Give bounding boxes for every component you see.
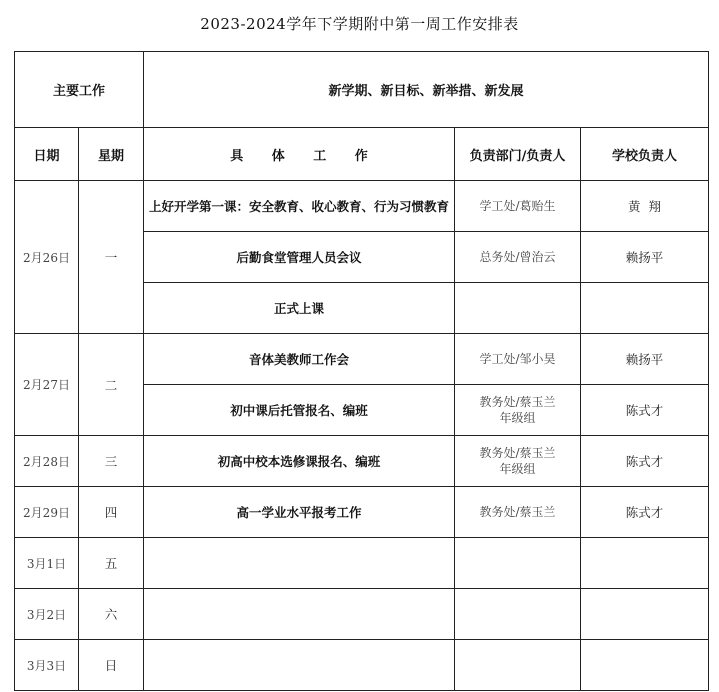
date-cell: 2月26日: [15, 181, 79, 334]
table-row: [15, 487, 709, 538]
weekday-cell: 一: [79, 181, 144, 334]
date-cell: 2月29日: [15, 487, 79, 538]
school-lead-cell: 陈式才: [581, 436, 709, 487]
task-cell: 音体美教师工作会: [144, 334, 455, 385]
department-cell: [455, 283, 581, 334]
date-cell: 3月2日: [15, 589, 79, 640]
school-lead-cell: [581, 283, 709, 334]
department-cell: [455, 385, 581, 436]
header-department: 负责部门/负责人: [455, 128, 581, 181]
table-row: [15, 436, 709, 487]
school-lead-cell: [581, 589, 709, 640]
department-line: 学工处/葛贻生: [479, 199, 556, 213]
header-task: 具 体 工 作: [144, 128, 455, 181]
department-cell: [455, 487, 581, 538]
table-row: [15, 538, 709, 589]
date-cell: 3月3日: [15, 640, 79, 691]
department-cell: [455, 436, 581, 487]
main-work-value: 新学期、新目标、新举措、新发展: [144, 52, 709, 128]
task-cell: 后勤食堂管理人员会议: [144, 232, 455, 283]
task-cell: 初中课后托管报名、编班: [144, 385, 455, 436]
department-cell: [455, 538, 581, 589]
department-cell: [455, 232, 581, 283]
department-line: 年级组: [499, 411, 536, 425]
school-lead-cell: 陈式才: [581, 487, 709, 538]
header-school-lead: 学校负责人: [581, 128, 709, 181]
task-cell: 上好开学第一课：安全教育、收心教育、行为习惯教育: [144, 181, 455, 232]
school-lead-cell: [581, 538, 709, 589]
department-line: 年级组: [499, 462, 536, 476]
weekday-cell: 六: [79, 589, 144, 640]
department-cell: [455, 334, 581, 385]
table-row: [15, 181, 709, 232]
department-line: 总务处/曾治云: [479, 250, 556, 264]
date-cell: 2月28日: [15, 436, 79, 487]
task-cell: [144, 538, 455, 589]
header-weekday: 星期: [79, 128, 144, 181]
department-cell: [455, 589, 581, 640]
task-cell: 初高中校本选修课报名、编班: [144, 436, 455, 487]
table-row: [15, 334, 709, 385]
task-cell: [144, 640, 455, 691]
task-cell: [144, 589, 455, 640]
column-header-row: [15, 128, 709, 181]
weekday-cell: 二: [79, 334, 144, 436]
schedule-table: [14, 51, 709, 691]
department-line: 学工处/邹小昊: [479, 352, 556, 366]
date-cell: 2月27日: [15, 334, 79, 436]
school-lead-cell: [581, 640, 709, 691]
school-lead-cell: 赖扬平: [581, 232, 709, 283]
department-line: 教务处/蔡玉兰: [479, 505, 556, 519]
school-lead-cell: 黄 翔: [581, 181, 709, 232]
page-title: 2023-2024学年下学期附中第一周工作安排表: [200, 15, 519, 33]
table-row: [15, 640, 709, 691]
school-lead-cell: 赖扬平: [581, 334, 709, 385]
department-cell: [455, 640, 581, 691]
department-line: 教务处/蔡玉兰: [479, 446, 556, 460]
header-date: 日期: [15, 128, 79, 181]
department-cell: [455, 181, 581, 232]
weekday-cell: 三: [79, 436, 144, 487]
main-work-label: 主要工作: [15, 52, 144, 128]
weekday-cell: 五: [79, 538, 144, 589]
task-cell: 正式上课: [144, 283, 455, 334]
table-row: [15, 589, 709, 640]
department-line: 教务处/蔡玉兰: [479, 395, 556, 409]
task-cell: 高一学业水平报考工作: [144, 487, 455, 538]
weekday-cell: 日: [79, 640, 144, 691]
school-lead-cell: 陈式才: [581, 385, 709, 436]
date-cell: 3月1日: [15, 538, 79, 589]
weekday-cell: 四: [79, 487, 144, 538]
main-work-row: [15, 52, 709, 128]
